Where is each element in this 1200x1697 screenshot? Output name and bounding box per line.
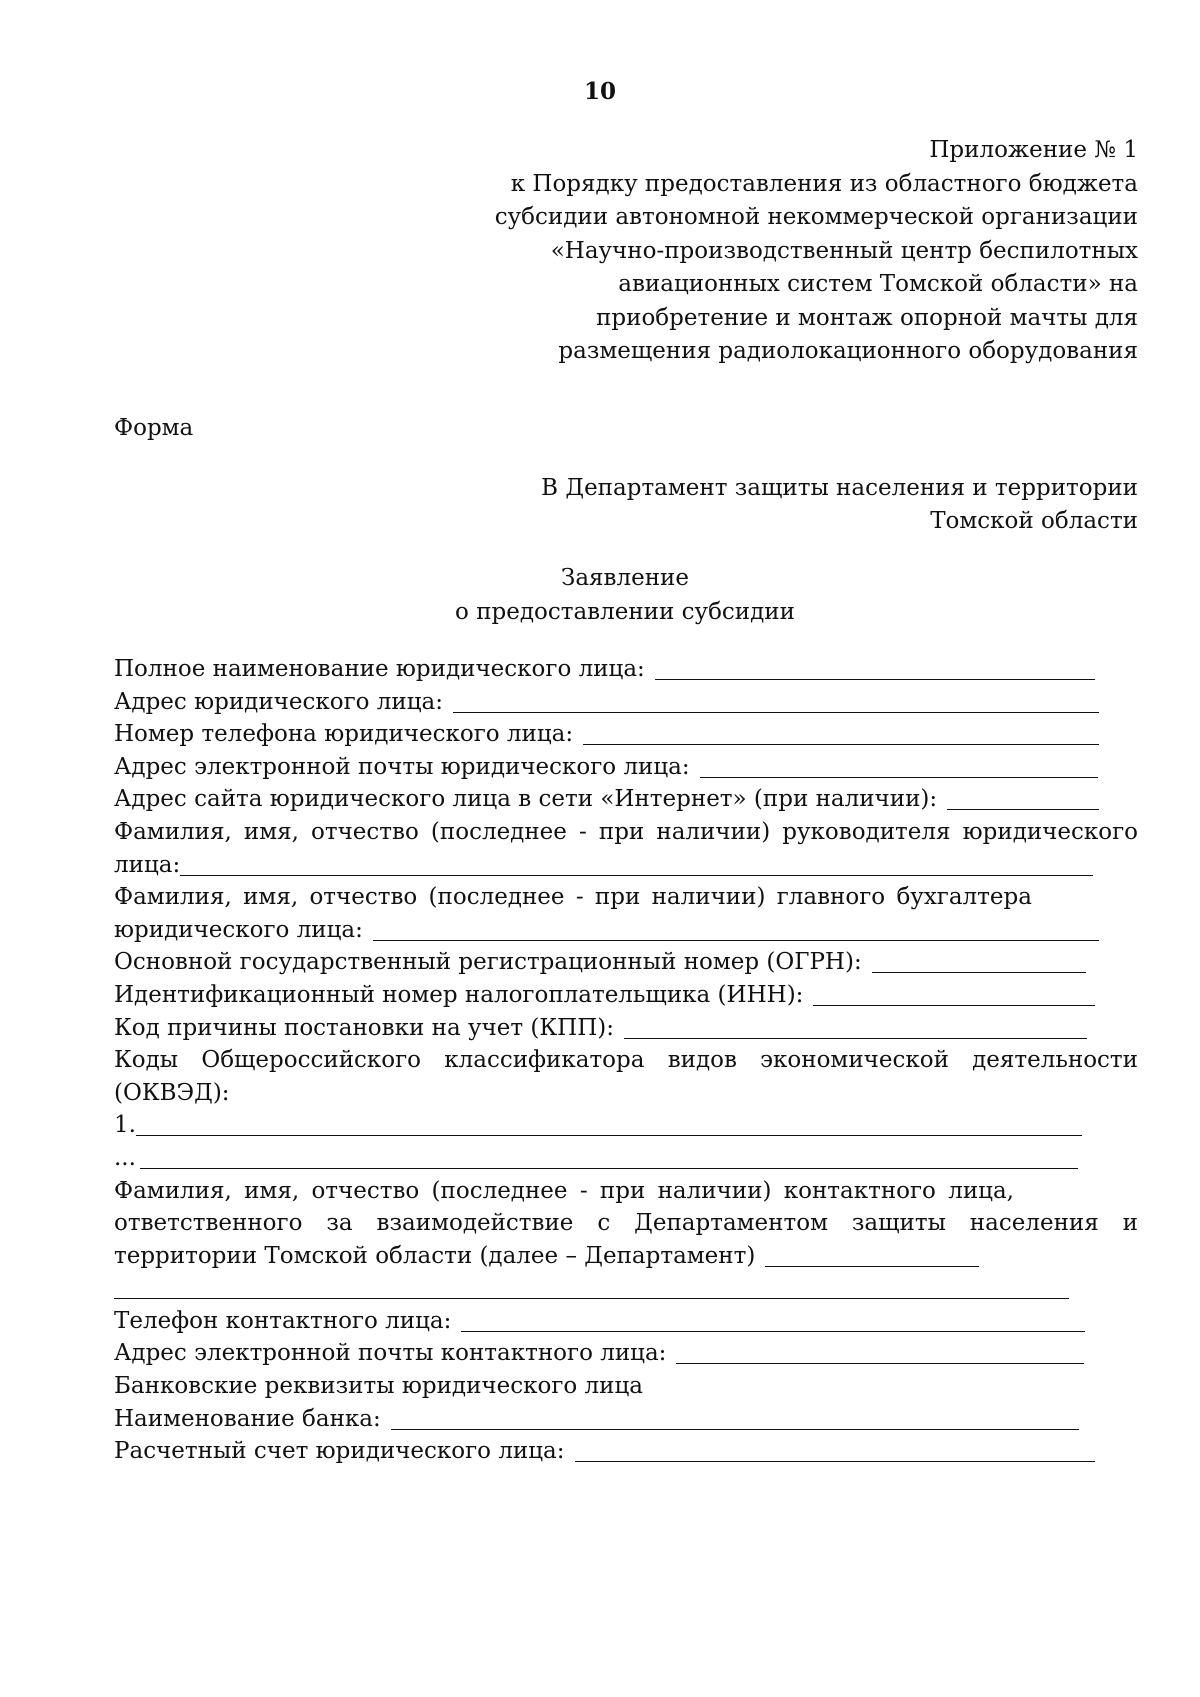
field-contact-email <box>114 1337 1138 1370</box>
blank-line[interactable] <box>575 1437 1095 1462</box>
appendix-line: субсидии автономной некоммерческой организации <box>494 204 1138 230</box>
field-address <box>114 686 1138 719</box>
field-label: ... <box>114 1144 136 1171</box>
field-bank-details <box>114 1370 1138 1403</box>
subtitle-line: о предоставлении субсидии <box>455 599 795 625</box>
blank-line[interactable] <box>180 851 1093 876</box>
field-label: (ОКВЭД): <box>114 1079 230 1106</box>
field-contact-line1 <box>114 1175 1138 1208</box>
field-accountant-line1 <box>114 881 1138 914</box>
field-label: Идентификационный номер налогоплательщика (ИНН): <box>114 981 804 1008</box>
blank-line[interactable] <box>140 1144 1078 1169</box>
field-label: Телефон контактного лица: <box>114 1307 452 1334</box>
field-label: Основной государственный регистрационный номер (ОГРН): <box>114 949 862 976</box>
field-contact-phone <box>114 1305 1138 1338</box>
field-label: лица: <box>114 851 181 878</box>
blank-line[interactable] <box>947 785 1099 810</box>
blank-line[interactable] <box>655 655 1095 680</box>
field-okved-item1 <box>114 1109 1138 1142</box>
field-label: Фамилия, имя, отчество (последнее - при наличии) контактного лица, <box>114 1177 1014 1204</box>
field-phone <box>114 718 1138 751</box>
field-label: Адрес юридического лица: <box>114 688 443 715</box>
form-label: Форма <box>114 415 194 441</box>
appendix-line: приобретение и монтаж опорной мачты для <box>596 304 1138 331</box>
field-label: Адрес сайта юридического лица в сети «Интернет» (при наличии): <box>114 786 938 813</box>
field-head-name-line1: Фамилия, имя, отчество (последнее - при наличии) руководителя юридического <box>114 818 1138 845</box>
field-label: 1. <box>114 1112 136 1139</box>
field-label: Наименование банка: <box>114 1405 381 1432</box>
blank-line[interactable] <box>676 1339 1084 1364</box>
field-contact-line2: ответственного за взаимодействие с Департаментом защиты населения и <box>114 1210 1138 1237</box>
addressee <box>400 472 1138 538</box>
field-account <box>114 1435 1138 1468</box>
blank-line[interactable] <box>453 688 1099 713</box>
field-okved-more <box>114 1142 1138 1175</box>
field-okved-line1: Коды Общероссийского классификатора видов экономической деятельности <box>114 1047 1138 1074</box>
blank-line[interactable] <box>583 720 1099 745</box>
appendix-header <box>300 134 1138 369</box>
field-label: Фамилия, имя, отчество (последнее - при наличии) главного бухгалтера <box>114 884 1032 911</box>
blank-line[interactable] <box>373 916 1099 941</box>
field-contact-blank <box>114 1272 1138 1305</box>
addressee-line: В Департамент защиты населения и территории <box>541 475 1138 501</box>
field-label: территории Томской области (далее – Департамент) <box>114 1242 756 1269</box>
field-kpp <box>114 1012 1138 1045</box>
blank-line[interactable] <box>391 1405 1079 1430</box>
field-label: Номер телефона юридического лица: <box>114 721 574 748</box>
blank-line[interactable] <box>765 1242 979 1267</box>
field-bank-name <box>114 1403 1138 1436</box>
page-number: 10 <box>583 78 616 105</box>
field-label: юридического лица: <box>114 916 363 943</box>
field-label: Расчетный счет юридического лица: <box>114 1438 565 1465</box>
field-contact-line3 <box>114 1240 1138 1273</box>
field-inn <box>114 979 1138 1012</box>
field-label: Полное наименование юридического лица: <box>114 656 645 682</box>
blank-line[interactable] <box>813 981 1095 1006</box>
field-label: Код причины постановки на учет (КПП): <box>114 1014 614 1041</box>
blank-line[interactable] <box>872 948 1086 973</box>
field-accountant-line2 <box>114 914 1138 947</box>
addressee-line: Томской области <box>930 508 1138 534</box>
appendix-line: Приложение № 1 <box>929 137 1138 163</box>
blank-line[interactable] <box>624 1014 1087 1039</box>
blank-line[interactable] <box>700 753 1098 778</box>
field-okved-line2 <box>114 1077 1138 1110</box>
field-head-name-line2 <box>114 849 1138 882</box>
blank-line[interactable] <box>136 1111 1082 1136</box>
appendix-line: «Научно-производственный центр беспилотных <box>550 237 1138 264</box>
appendix-line: авиационных систем Томской области» на <box>618 271 1138 297</box>
field-label: Адрес электронной почты юридического лица: <box>114 753 690 780</box>
field-email <box>114 751 1138 784</box>
field-label: Адрес электронной почты контактного лица: <box>114 1340 667 1367</box>
document-title <box>0 561 1200 629</box>
title-line: Заявление <box>561 565 689 591</box>
application-fields <box>114 653 1138 1468</box>
appendix-line: размещения радиолокационного оборудования <box>558 338 1138 364</box>
field-full-name <box>114 653 1138 686</box>
field-website <box>114 783 1138 816</box>
section-label: Банковские реквизиты юридического лица <box>114 1373 643 1400</box>
field-ogrn <box>114 946 1138 979</box>
blank-line[interactable] <box>114 1298 1069 1299</box>
blank-line[interactable] <box>461 1307 1085 1332</box>
appendix-line: к Порядку предоставления из областного бюджета <box>510 170 1138 197</box>
